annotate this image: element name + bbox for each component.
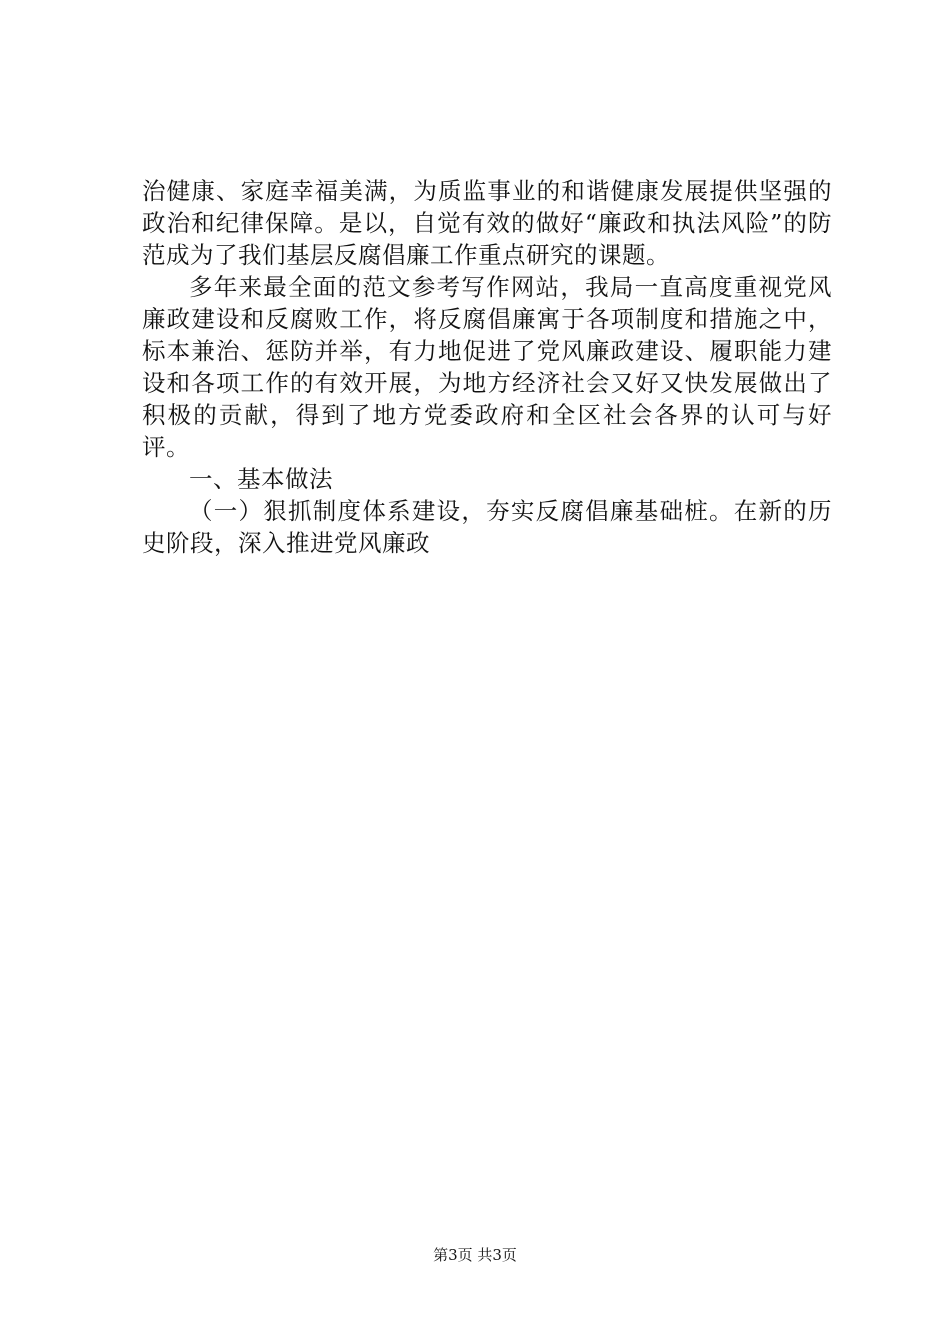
document-body [142, 175, 832, 559]
page-number: 第3页 共3页 [433, 1246, 517, 1264]
page-footer [0, 1245, 950, 1265]
section-heading: 一、基本做法 [189, 465, 333, 493]
paragraph-continuation: 治健康、家庭幸福美满，为质监事业的和谐健康发展提供坚强的政治和纪律保障。是以，自觉有效的做好“廉政和执法风险”的防范成为了我们基层反腐倡廉工作重点研究的课题。 [142, 177, 832, 269]
paragraph-overview: 多年来最全面的范文参考写作网站，我局一直高度重视党风廉政建设和反腐败工作，将反腐倡廉寓于各项制度和措施之中，标本兼治、惩防并举，有力地促进了党风廉政建设、履职能力建设和各项工作的有效开展，为地方经济社会又好又快发展做出了积极的贡献，得到了地方党委政府和全区社会各界的认可与好评。 [142, 273, 832, 461]
subsection-paragraph: （一）狠抓制度体系建设，夯实反腐倡廉基础桩。在新的历史阶段，深入推进党风廉政 [142, 497, 832, 557]
